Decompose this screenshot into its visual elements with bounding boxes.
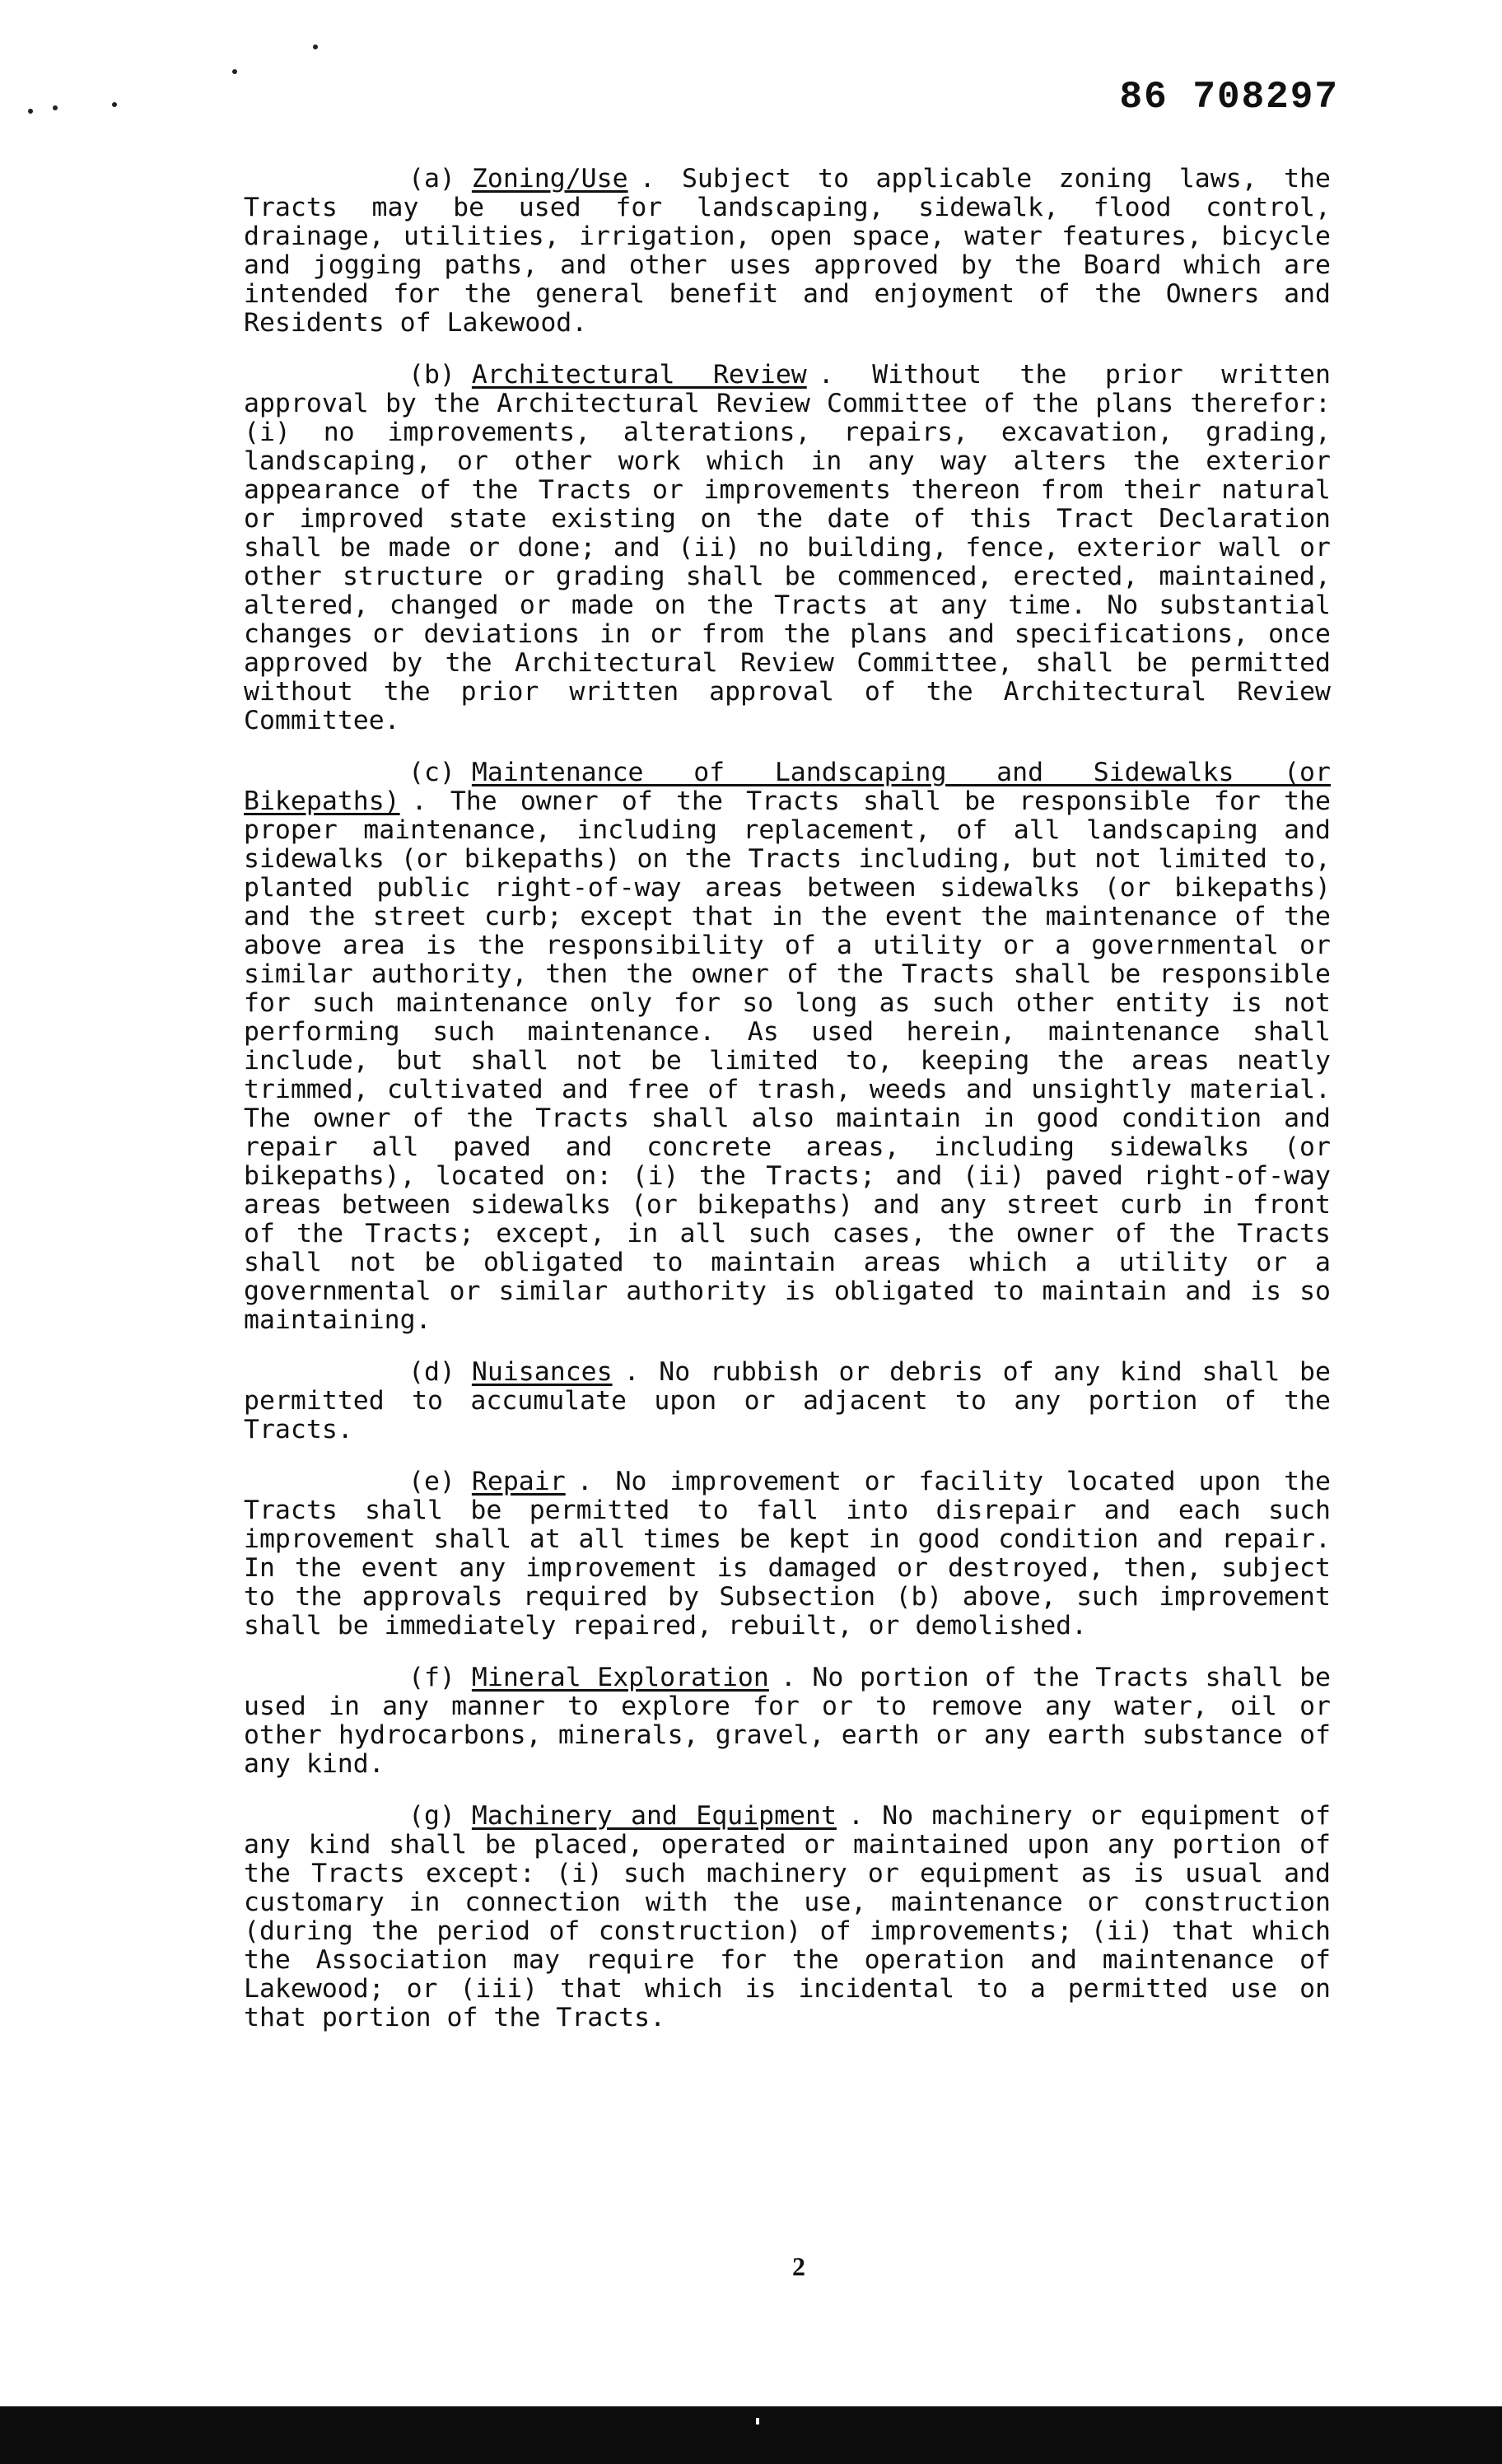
paragraph-number: (d) bbox=[408, 1357, 455, 1387]
paragraph-maintenance: (c) Maintenance of Landscaping and Sidewalks (or Bikepaths) . The owner of the Tracts shall be responsible for the proper maintenance, including replacement, of all landscaping and sidewalks (or bikepaths) on the Tracts including, but not limited to, planted public right-of-way areas between sidewalks (or bikepaths) and the street curb; except that in the event the maintenance of the above area is the responsibility of a utility or a governmental or similar authority, then the owner of the Tracts shall be responsible for such maintenance only for so long as such other entity is not performing such maintenance. As used herein, maintenance shall include, but shall not be limited to, keeping the areas neatly trimmed, cultivated and free of trash, weeds and unsightly material. The owner of the Tracts shall also maintain in good condition and repair all paved and concrete areas, including sidewalks (or bikepaths), located on: (i) the Tracts; and (ii) paved right-of-way areas between sidewalks (or bikepaths) and any street curb in front of the Tracts; except, in all such cases, the owner of the Tracts shall not be obligated to maintain areas which a utility or a governmental or similar authority is obligated to maintain and is so maintaining. bbox=[244, 758, 1331, 1335]
paragraph-text: No machinery or equipment of any kind shall be placed, operated or maintained upon any portion of the Tracts except: (i) such machinery or equipment as is usual and customary in connection with the use, maintenance or construction (during the period of construction) of improvements; (ii) that which the Association may require for the operation and maintenance of Lakewood; or (iii) that which is incidental to a permitted use on that portion of the Tracts. bbox=[244, 1801, 1331, 2032]
paragraph-heading: Architectural Review bbox=[471, 360, 807, 390]
paragraph-text: No portion of the Tracts shall be used in any manner to explore for or to remove any water, oil or other hydrocarbons, minerals, gravel, earth or any earth substance of any kind. bbox=[244, 1663, 1331, 1779]
paragraph-heading: Repair bbox=[471, 1467, 566, 1496]
paragraph-nuisances: (d) Nuisances . No rubbish or debris of any kind shall be permitted to accumulate upon or adjacent to any portion of the Tracts. bbox=[244, 1357, 1331, 1444]
paragraph-heading: Maintenance of Landscaping and Sidewalks (or Bikepaths) bbox=[244, 758, 1331, 816]
scan-speck bbox=[313, 44, 318, 49]
paragraph-number: (c) bbox=[408, 758, 455, 787]
document-body bbox=[244, 165, 1331, 2056]
paragraph-text: Without the prior written approval by the Architectural Review Committee of the plans therefor: (i) no improvements, alterations, repairs, excavation, grading, landscaping, or other work which in any way alters the exterior appearance of the Tracts or improvements thereon from their natural or improved state existing on the date of this Tract Declaration shall be made or done; and (ii) no building, fence, exterior wall or other structure or grading shall be commenced, erected, maintained, altered, changed or made on the Tracts at any time. No substantial changes or deviations in or from the plans and specifications, once approved by the Architectural Review Committee, shall be permitted without the prior written approval of the Architectural Review Committee. bbox=[244, 360, 1331, 735]
document-number: 86 708297 bbox=[1119, 76, 1339, 119]
paragraph-mineral-exploration: (f) Mineral Exploration . No portion of the Tracts shall be used in any manner to explore for or to remove any water, oil or other hydrocarbons, minerals, gravel, earth or any earth substance of any kind. bbox=[244, 1663, 1331, 1779]
scan-speck bbox=[28, 109, 33, 114]
paragraph-number: (b) bbox=[408, 360, 455, 390]
paragraph-text: No improvement or facility located upon the Tracts shall be permitted to fall into disrepair and each such improvement shall at all times be kept in good condition and repair. In the event any improvement is damaged or destroyed, then, subject to the approvals required by Subsection (b) above, such improvement shall be immediately repaired, rebuilt, or demolished. bbox=[244, 1467, 1331, 1640]
paragraph-heading: Nuisances bbox=[471, 1357, 613, 1387]
paragraph-number: (e) bbox=[408, 1467, 455, 1496]
scan-speck bbox=[756, 2418, 759, 2424]
paragraph-text: No rubbish or debris of any kind shall be permitted to accumulate upon or adjacent to any portion of the Tracts. bbox=[244, 1357, 1331, 1444]
paragraph-text: The owner of the Tracts shall be responsible for the proper maintenance, including replacement, of all landscaping and sidewalks (or bikepaths) on the Tracts including, but not limited to, planted public right-of-way areas between sidewalks (or bikepaths) and the street curb; except that in the event the maintenance of the above area is the responsibility of a utility or a governmental or similar authority, then the owner of the Tracts shall be responsible for such maintenance only for so long as such other entity is not performing such maintenance. As used herein, maintenance shall include, but shall not be limited to, keeping the areas neatly trimmed, cultivated and free of trash, weeds and unsightly material. The owner of the Tracts shall also maintain in good condition and repair all paved and concrete areas, including sidewalks (or bikepaths), located on: (i) the Tracts; and (ii) paved right-of-way areas between sidewalks (or bikepaths) and any street curb in front of the Tracts; except, in all such cases, the owner of the Tracts shall not be obligated to maintain areas which a utility or a governmental or similar authority is obligated to maintain and is so maintaining. bbox=[244, 786, 1331, 1335]
scan-bottom-border bbox=[0, 2406, 1502, 2464]
paragraph-number: (a) bbox=[408, 164, 455, 194]
paragraph-text: Subject to applicable zoning laws, the Tracts may be used for landscaping, sidewalk, flood control, drainage, utilities, irrigation, open space, water features, bicycle and jogging paths, and other uses approved by the Board which are intended for the general benefit and enjoyment of the Owners and Residents of Lakewood. bbox=[244, 164, 1331, 338]
paragraph-architectural-review: (b) Architectural Review . Without the prior written approval by the Architectural Review Committee of the plans therefor: (i) no improvements, alterations, repairs, excavation, grading, landscaping, or other work which in any way alters the exterior appearance of the Tracts or improvements thereon from their natural or improved state existing on the date of this Tract Declaration shall be made or done; and (ii) no building, fence, exterior wall or other structure or grading shall be commenced, erected, maintained, altered, changed or made on the Tracts at any time. No substantial changes or deviations in or from the plans and specifications, once approved by the Architectural Review Committee, shall be permitted without the prior written approval of the Architectural Review Committee. bbox=[244, 360, 1331, 735]
paragraph-number: (g) bbox=[408, 1801, 455, 1831]
paragraph-repair: (e) Repair . No improvement or facility located upon the Tracts shall be permitted to fall into disrepair and each such improvement shall at all times be kept in good condition and repair. In the event any improvement is damaged or destroyed, then, subject to the approvals required by Subsection (b) above, such improvement shall be immediately repaired, rebuilt, or demolished. bbox=[244, 1467, 1331, 1640]
page-number: 2 bbox=[792, 2252, 805, 2281]
scan-specks bbox=[16, 33, 346, 132]
paragraph-heading: Mineral Exploration bbox=[471, 1663, 769, 1692]
paragraph-machinery-equipment: (g) Machinery and Equipment . No machinery or equipment of any kind shall be placed, operated or maintained upon any portion of the Tracts except: (i) such machinery or equipment as is usual and customary in connection with the use, maintenance or construction (during the period of construction) of improvements; (ii) that which the Association may require for the operation and maintenance of Lakewood; or (iii) that which is incidental to a permitted use on that portion of the Tracts. bbox=[244, 1801, 1331, 2032]
paragraph-zoning-use: (a) Zoning/Use . Subject to applicable zoning laws, the Tracts may be used for landscaping, sidewalk, flood control, drainage, utilities, irrigation, open space, water features, bicycle and jogging paths, and other uses approved by the Board which are intended for the general benefit and enjoyment of the Owners and Residents of Lakewood. bbox=[244, 164, 1331, 338]
scan-speck bbox=[53, 105, 58, 110]
scan-speck bbox=[112, 102, 117, 107]
paragraph-heading: Machinery and Equipment bbox=[471, 1801, 837, 1831]
scan-speck bbox=[232, 69, 237, 74]
paragraph-heading: Zoning/Use bbox=[471, 164, 628, 194]
paragraph-number: (f) bbox=[408, 1663, 455, 1692]
